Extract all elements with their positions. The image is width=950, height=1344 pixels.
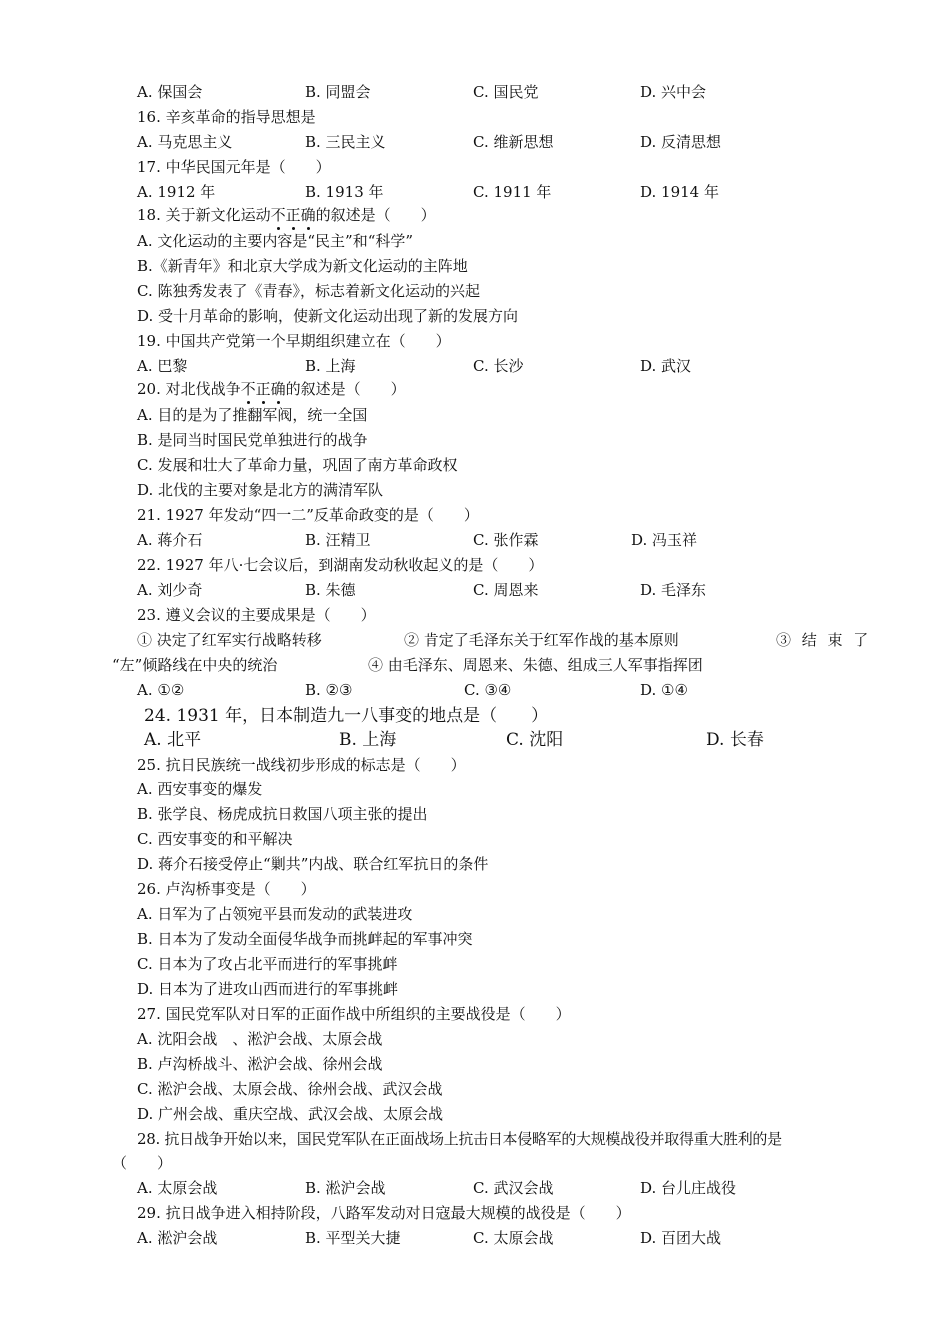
q15-option-a: A. 保国会 [137, 83, 203, 101]
q20-option-c: C. 发展和壮大了革命力量，巩固了南方革命政权 [137, 456, 458, 474]
q19-options [137, 356, 867, 376]
q20-stem [137, 379, 406, 399]
emphasis-dot-char: 不 [270, 206, 286, 224]
q28-option-a: A. 太原会战 [137, 1179, 218, 1197]
q16-option-a: A. 马克思主义 [137, 133, 233, 151]
q23-stem: 23. 遵义会议的主要成果是（ ） [137, 606, 376, 624]
q18-stem-text: 18. 关于新文化运动 [137, 206, 271, 224]
q28-option-d: D. 台儿庄战役 [640, 1179, 737, 1197]
emphasis-dot-char: 正 [285, 206, 301, 224]
q22-option-d: D. 毛泽东 [640, 581, 707, 599]
q23-option-d: D. ①④ [640, 681, 688, 699]
q28-stem: 28. 抗日战争开始以来，国民党军队在正面战场上抗击日本侵略军的大规模战役并取得重大胜利的是 [137, 1130, 782, 1148]
q21-option-b: B. 汪精卫 [305, 531, 371, 549]
q20-option-a: A. 目的是为了推翻军阀，统一全国 [137, 406, 368, 424]
q20-option-b: B. 是同当时国民党单独进行的战争 [137, 431, 368, 449]
q25-option-b: B. 张学良、杨虎成抗日救国八项主张的提出 [137, 805, 428, 823]
q18-option-c: C. 陈独秀发表了《青春》，标志着新文化运动的兴起 [137, 282, 480, 300]
q21-option-a: A. 蒋介石 [137, 531, 203, 549]
q28-stem-blank: （ ） [112, 1154, 173, 1172]
q18-option-a: A. 文化运动的主要内容是“民主”和“科学” [137, 232, 414, 250]
q23-statement-2: ② 肯定了毛泽东关于红军作战的基本原则 [404, 631, 679, 649]
q19-option-b: B. 上海 [305, 357, 356, 375]
q18-option-b: B.《新青年》和北京大学成为新文化运动的主阵地 [137, 257, 468, 275]
q19-option-c: C. 长沙 [473, 357, 524, 375]
q29-option-b: B. 平型关大捷 [305, 1229, 401, 1247]
q24-option-a: A. 北平 [144, 730, 202, 750]
q15-options [137, 82, 867, 102]
q23-option-a: A. ①② [137, 681, 185, 699]
q27-stem: 27. 国民党军队对日军的正面作战中所组织的主要战役是（ ） [137, 1005, 571, 1023]
q16-option-b: B. 三民主义 [305, 133, 386, 151]
q22-stem: 22. 1927 年八·七会议后，到湖南发动秋收起义的是（ ） [137, 556, 544, 574]
q23-statement-4: ④ 由毛泽东、周恩来、朱德、组成三人军事指挥团 [368, 656, 703, 674]
emphasis-dot-char: 确 [300, 206, 316, 224]
emphasis-dot-char: 确 [270, 380, 286, 398]
q21-stem: 21. 1927 年发动“四一二”反革命政变的是（ ） [137, 506, 479, 524]
q16-option-d: D. 反清思想 [640, 133, 722, 151]
q17-option-d: D. 1914 年 [640, 183, 719, 201]
q16-option-c: C. 维新思想 [473, 133, 554, 151]
q26-option-a: A. 日军为了占领宛平县而发动的武装进攻 [137, 905, 413, 923]
q17-option-b: B. 1913 年 [305, 183, 384, 201]
q24-option-d: D. 长春 [706, 730, 764, 750]
q22-options [137, 580, 867, 600]
q23-statement-3-cont: “左”倾路线在中央的统治 [112, 656, 278, 674]
q28-option-c: C. 武汉会战 [473, 1179, 554, 1197]
q29-stem: 29. 抗日战争进入相持阶段，八路军发动对日寇最大规模的战役是（ ） [137, 1204, 631, 1222]
q24-options [144, 729, 874, 753]
q24-option-c: C. 沈阳 [506, 730, 564, 750]
q19-option-a: A. 巴黎 [137, 357, 188, 375]
q24-stem: 24. 1931 年，日本制造九一八事变的地点是（ ） [144, 706, 549, 726]
emphasis-dot-char: 正 [255, 380, 271, 398]
q17-stem: 17. 中华民国元年是（ ） [137, 158, 331, 176]
q21-options [137, 530, 867, 550]
q20-stem-text: 20. 对北伐战争 [137, 380, 241, 398]
q23-statement-1: ① 决定了红军实行战略转移 [137, 631, 322, 649]
q24-option-b: B. 上海 [339, 730, 397, 750]
q23-option-b: B. ②③ [305, 681, 353, 699]
q27-option-d: D. 广州会战、重庆空战、武汉会战、太原会战 [137, 1105, 444, 1123]
q29-option-c: C. 太原会战 [473, 1229, 554, 1247]
emphasis-dot-char: 不 [240, 380, 256, 398]
q25-option-c: C. 西安事变的和平解决 [137, 830, 293, 848]
q25-stem: 25. 抗日民族统一战线初步形成的标志是（ ） [137, 756, 466, 774]
q26-option-d: D. 日本为了进攻山西而进行的军事挑衅 [137, 980, 399, 998]
q21-option-d: D. 冯玉祥 [631, 531, 698, 549]
q20-stem-text: 的叙述是（ ） [285, 380, 406, 398]
q17-option-a: A. 1912 年 [137, 183, 216, 201]
q20-option-d: D. 北伐的主要对象是北方的满清军队 [137, 481, 384, 499]
q22-option-b: B. 朱德 [305, 581, 356, 599]
q23-statement-3: ③ 结 束 了 [776, 631, 872, 649]
q25-option-d: D. 蒋介石接受停止“剿共”内战、联合红军抗日的条件 [137, 855, 489, 873]
q19-stem: 19. 中国共产党第一个早期组织建立在（ ） [137, 332, 451, 350]
q28-option-b: B. 淞沪会战 [305, 1179, 386, 1197]
q17-options [137, 182, 867, 202]
q17-option-c: C. 1911 年 [473, 183, 552, 201]
q19-option-d: D. 武汉 [640, 357, 692, 375]
q15-option-c: C. 国民党 [473, 83, 539, 101]
q29-option-a: A. 淞沪会战 [137, 1229, 218, 1247]
q18-stem [137, 205, 436, 225]
q16-stem: 16. 辛亥革命的指导思想是 [137, 108, 316, 126]
q29-option-d: D. 百团大战 [640, 1229, 722, 1247]
q27-option-c: C. 淞沪会战、太原会战、徐州会战、武汉会战 [137, 1080, 443, 1098]
q26-stem: 26. 卢沟桥事变是（ ） [137, 880, 316, 898]
q29-options [137, 1228, 867, 1248]
q26-option-b: B. 日本为了发动全面侵华战争而挑衅起的军事冲突 [137, 930, 473, 948]
q23-option-c: C. ③④ [464, 681, 512, 699]
q26-option-c: C. 日本为了攻占北平而进行的军事挑衅 [137, 955, 398, 973]
q28-options [137, 1178, 867, 1198]
q18-option-d: D. 受十月革命的影响，使新文化运动出现了新的发展方向 [137, 307, 519, 325]
q25-option-a: A. 西安事变的爆发 [137, 780, 263, 798]
q15-option-b: B. 同盟会 [305, 83, 371, 101]
q16-options [137, 132, 867, 152]
q27-option-a: A. 沈阳会战 、淞沪会战、太原会战 [137, 1030, 383, 1048]
q22-option-c: C. 周恩来 [473, 581, 539, 599]
q22-option-a: A. 刘少奇 [137, 581, 203, 599]
q18-stem-text: 的叙述是（ ） [315, 206, 436, 224]
q21-option-c: C. 张作霖 [473, 531, 539, 549]
q15-option-d: D. 兴中会 [640, 83, 707, 101]
q23-options [137, 680, 867, 700]
q27-option-b: B. 卢沟桥战斗、淞沪会战、徐州会战 [137, 1055, 383, 1073]
